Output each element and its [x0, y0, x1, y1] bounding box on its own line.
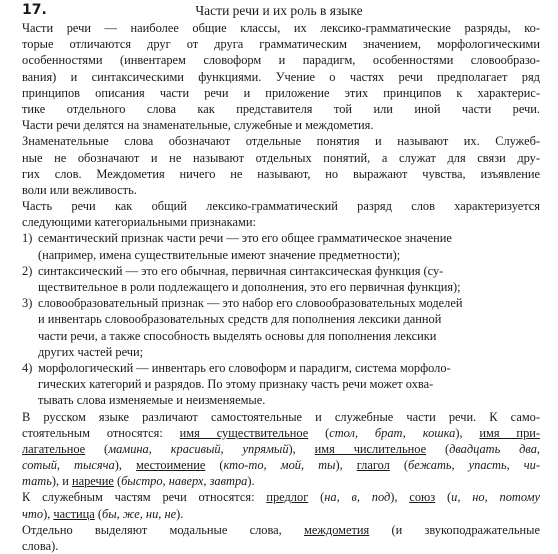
text-segment: Части речи — наиболее общие классы, их лексико-грамматические разряды, ко- [22, 21, 540, 35]
underlined-term: предлог [266, 490, 309, 505]
text-line [22, 311, 540, 327]
text-line [22, 52, 540, 68]
text-line [22, 344, 540, 360]
text-segment: синтаксический — это его обычная, первичная синтаксическая функция (су- [38, 263, 444, 278]
text-line [22, 441, 540, 457]
text-segment: ные не обозначают и не называют отдельных понятий, а служат для связи дру- [22, 150, 540, 165]
text-line [22, 182, 540, 198]
text-segment: ( [205, 458, 224, 473]
text-line [22, 198, 540, 214]
text-line [22, 409, 540, 425]
text-segment: ( [426, 441, 450, 456]
text-segment: особенностями (инвентарем словоформ и парадигм, особенностями словообразо- [22, 53, 540, 68]
text-segment: морфологический — инвентарь его словоформ и парадигм, система морфоло- [38, 360, 451, 375]
text-line [22, 376, 540, 392]
example-words: бежать, упасть, чи- [407, 458, 540, 473]
exercise-title: Части речи и их роль в языке [195, 3, 363, 18]
list-item-line [22, 360, 540, 376]
text-segment: (и звукоподражательные [369, 522, 540, 537]
text-segment: ществительное в роли подлежащего и дополнения, это его первичная функция); [38, 280, 461, 294]
text-segment: ), [43, 506, 54, 521]
text-line [22, 473, 540, 489]
text-segment: ( [113, 474, 122, 489]
list-item-line [22, 263, 540, 279]
text-line [22, 247, 540, 263]
text-segment: ), [114, 458, 136, 473]
text-line [22, 101, 540, 117]
text-segment: вания) и синтаксическими функциями. Учение о частях речи предполагает ряд [22, 69, 540, 84]
underlined-term: имя существительное [179, 425, 309, 440]
list-item-number: 3) [22, 296, 33, 311]
text-segment: В русском языке различают самостоятельные и служебные части речи. К само- [22, 409, 540, 424]
text-segment: следующими категориальными признаками: [22, 215, 256, 230]
text-segment: ( [308, 490, 325, 505]
text-segment: ( [94, 506, 103, 521]
text-segment: ), [335, 458, 357, 473]
text-line [22, 150, 540, 166]
underlined-term: междометия [304, 522, 370, 537]
list-item-line [22, 295, 540, 311]
text-line [22, 392, 540, 408]
text-segment: ), [455, 425, 480, 440]
text-line [22, 506, 540, 522]
text-segment: части речи, а также способность выделять основы для пополнения лексики [38, 328, 437, 343]
example-words: бы, же, ни, не [102, 506, 177, 521]
text-segment: К служебным частям речи относятся: [22, 490, 267, 505]
text-line [22, 20, 540, 36]
text-line [22, 457, 540, 473]
text-line [22, 133, 540, 149]
example-words: на, в, под [324, 490, 391, 505]
text-segment: других частей речи; [38, 344, 144, 359]
underlined-term: местоимение [136, 458, 206, 473]
underlined-term: союз [409, 490, 436, 505]
text-segment: ( [435, 490, 452, 505]
text-segment: и инвентарь словообразовательных средств для пополнения лексики данной [38, 312, 442, 327]
underlined-term: наречие [71, 474, 114, 489]
text-segment: тывать слова изменяемые и неизменяемые. [38, 393, 266, 408]
list-item-line [22, 230, 540, 246]
underlined-term: частица [53, 506, 95, 521]
text-segment: Знаменательные слова обозначают отдельные понятия и называют их. Служеб- [22, 134, 540, 149]
text-segment: ( [389, 458, 408, 473]
text-segment: слова). [22, 539, 59, 553]
text-segment: ). [176, 506, 184, 521]
exercise-body [22, 20, 540, 554]
text-line [22, 522, 540, 538]
text-segment: ), и [51, 474, 72, 489]
text-line [22, 85, 540, 101]
example-words: что [22, 506, 44, 521]
text-line [22, 279, 540, 295]
text-segment: Часть речи как общий лексико-грамматический разряд слов характеризуется [22, 199, 540, 214]
example-words: тать [22, 474, 52, 489]
text-segment: Отдельно выделяют модальные слова, [22, 522, 304, 537]
example-words: быстро, наверх, завтра [121, 474, 248, 489]
text-line [22, 117, 540, 133]
underlined-term: лагательное [22, 441, 86, 456]
exercise-number: 17. [22, 2, 47, 18]
list-item-number: 4) [22, 360, 33, 375]
text-segment: гих слов. Междометия ничего не называют, но выражают чувства, изъявление [22, 166, 540, 181]
underlined-term: имя числительное [314, 441, 427, 456]
example-words: сотый, тысяча [22, 458, 115, 473]
text-segment: семантический признак части речи — это его общее грамматическое значение [38, 231, 452, 246]
text-segment: ), [390, 490, 410, 505]
text-segment: ( [85, 441, 109, 456]
example-words: и, но, потому [451, 490, 540, 505]
list-item-number: 2) [22, 263, 33, 278]
text-line [22, 214, 540, 230]
text-segment: Части речи делятся на знаменательные, служебные и междометия. [22, 118, 374, 133]
text-line [22, 166, 540, 182]
text-segment: стоятельным относятся: [22, 425, 180, 440]
text-segment: гических категорий и разрядов. По этому признаку часть речи может охва- [38, 377, 434, 392]
text-line [22, 36, 540, 52]
example-words: стол, брат, кошка [329, 425, 456, 440]
text-line [22, 328, 540, 344]
text-segment: (например, имена существительные имеют значение предметности); [38, 247, 401, 262]
underlined-term: глагол [356, 458, 390, 473]
text-segment: тике отдельного слова как представителя той или иной части речи. [22, 101, 540, 116]
text-segment: торые отличаются друг от друга грамматическим значением, морфологическими [22, 37, 540, 52]
text-line [22, 489, 540, 505]
example-words: кто-то, мой, ты [223, 458, 336, 473]
example-words: двадцать два, [449, 441, 540, 456]
text-segment: словообразовательный признак — это набор его словообразовательных моделей [38, 296, 463, 311]
list-item-number: 1) [22, 231, 33, 246]
example-words: мамина, красивый, упрямый [108, 441, 289, 456]
text-segment: ), [288, 441, 315, 456]
text-segment: принципов описания части речи и приложение этих принципов к характерис- [22, 85, 540, 100]
underlined-term: имя при- [479, 425, 541, 440]
text-line [22, 538, 540, 554]
text-line [22, 425, 540, 441]
text-segment: воли или вежливость. [22, 182, 137, 197]
text-line [22, 69, 540, 85]
text-segment: ). [247, 474, 255, 489]
text-segment: ( [308, 425, 330, 440]
